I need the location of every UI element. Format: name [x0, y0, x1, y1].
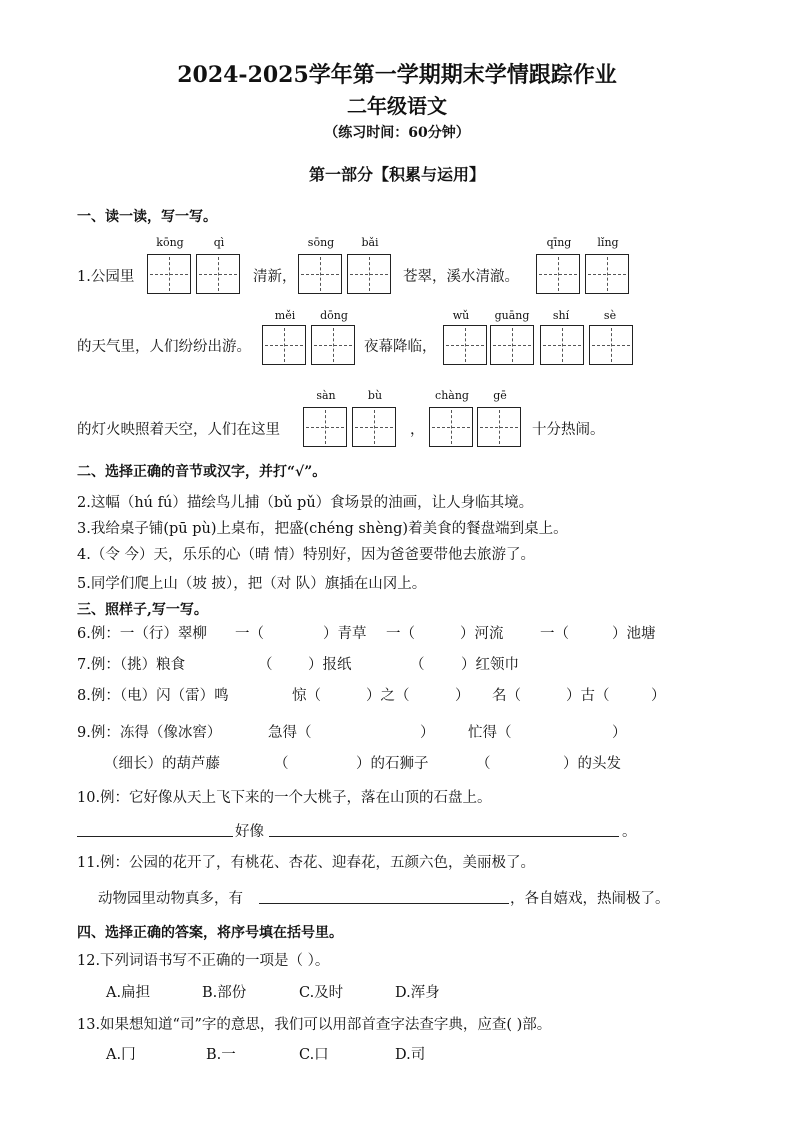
pinyin-guang: guāng [494, 309, 530, 322]
q12-option-d: D.浑身 [395, 985, 440, 1001]
q9b-c: ）的石狮子 [356, 756, 429, 772]
part-title: 第一部分【积累与运用】 [308, 165, 485, 184]
question-3: 3.我给桌子铺(pū pù)上桌布，把盛(chéng shèng)着美食的餐盘端到桌上。 [77, 521, 568, 537]
q8-f: ）古（ [566, 688, 610, 704]
q9-b: 急得（ [268, 725, 312, 741]
q12-option-a: A.扁担 [106, 985, 151, 1001]
q11-example: 11.例：公园的花开了，有桃花、杏花、迎春花，五颜六色，美丽极了。 [77, 855, 536, 871]
q9-c: ） [420, 725, 435, 741]
writing-grid-box[interactable] [477, 407, 521, 447]
pinyin-dong: dōng [320, 309, 348, 322]
q6-c: ）青草 [323, 626, 367, 642]
question-5: 5.同学们爬上山（坡 披），把（对 队）旗插在山冈上。 [77, 576, 427, 592]
section-4-heading: 四、选择正确的答案，将序号填在括号里。 [77, 925, 343, 941]
pinyin-san: sàn [316, 389, 336, 402]
q8-c: ）之（ [366, 688, 410, 704]
q6-d: 一（ [386, 626, 415, 642]
q10-example: 10.例：它好像从天上飞下来的一个大桃子，落在山顶的石盘上。 [77, 790, 492, 806]
document-title: 2024-2025学年第一学期期末学情跟踪作业 [177, 62, 617, 88]
answer-blank[interactable] [269, 836, 619, 837]
q8-b: 惊（ [292, 688, 321, 704]
writing-grid-box[interactable] [443, 325, 487, 365]
question-4: 4.（令 今）天，乐乐的心（晴 情）特别好，因为爸爸要带他去旅游了。 [77, 547, 536, 563]
q6-example: 6.例：一（行）翠柳 [77, 626, 207, 642]
q9b-e: ）的头发 [563, 756, 621, 772]
pinyin-ling: lǐng [597, 236, 619, 249]
q9b-example: （细长）的葫芦藤 [104, 756, 220, 772]
writing-grid-box[interactable] [536, 254, 580, 294]
writing-grid-box[interactable] [262, 325, 306, 365]
writing-grid-box[interactable] [147, 254, 191, 294]
q8-d: ） [455, 688, 470, 704]
q7-example: 7.例：（挑）粮食 [77, 657, 186, 673]
section-2-heading: 二、选择正确的音节或汉字，并打“√”。 [77, 464, 327, 480]
q1-text-e: 夜幕降临， [364, 339, 437, 355]
q6-b: 一（ [235, 626, 264, 642]
q9-d: 忙得（ [468, 725, 512, 741]
q7-d: （ [410, 657, 425, 673]
q11-c: ，各自嬉戏，热闹极了。 [510, 891, 670, 907]
pinyin-ge: gē [493, 389, 507, 402]
pinyin-bu: bù [367, 389, 383, 402]
q6-f: 一（ [540, 626, 569, 642]
section-1-heading: 一、读一读，写一写。 [77, 209, 217, 225]
question-2: 2.这幅（hú fú）描绘鸟儿捕（bǔ pǔ）食场景的油画，让人身临其境。 [77, 495, 534, 511]
writing-grid-box[interactable] [347, 254, 391, 294]
question-13: 13.如果想知道“司”字的意思，我们可以用部首查字法查字典，应查( )部。 [77, 1017, 552, 1033]
writing-grid-box[interactable] [429, 407, 473, 447]
pinyin-chang: chàng [435, 389, 469, 402]
writing-grid-box[interactable] [490, 325, 534, 365]
q8-g: ） [651, 688, 666, 704]
writing-grid-box[interactable] [589, 325, 633, 365]
q9b-b: （ [274, 756, 289, 772]
q1-text-b: 清新， [253, 269, 297, 285]
q1-text-h: 十分热闹。 [532, 422, 605, 438]
answer-blank[interactable] [77, 836, 233, 837]
q13-option-b: B.一 [206, 1047, 236, 1063]
writing-grid-box[interactable] [352, 407, 396, 447]
pinyin-qing: qīng [546, 236, 572, 249]
section-3-heading: 三、照样子,写一写。 [77, 602, 208, 618]
q7-e: ）红领巾 [461, 657, 519, 673]
q10-b: 好像 [235, 824, 264, 840]
q8-example: 8.例：（电）闪（雷）鸣 [77, 688, 229, 704]
q13-option-c: C.口 [299, 1047, 329, 1063]
q7-b: （ [258, 657, 273, 673]
q10-c: 。 [622, 824, 637, 840]
q13-option-d: D.司 [395, 1047, 426, 1063]
pinyin-wu: wǔ [452, 309, 470, 322]
q9-e: ） [612, 725, 627, 741]
writing-grid-box[interactable] [303, 407, 347, 447]
q1-text-c: 苍翠，溪水清澈。 [403, 269, 519, 285]
pinyin-shi: shí [552, 309, 570, 322]
q7-c: ）报纸 [308, 657, 352, 673]
answer-blank[interactable] [259, 903, 509, 904]
pinyin-kong: kōng [156, 236, 184, 249]
pinyin-se: sè [603, 309, 617, 322]
pinyin-song: sōng [307, 236, 335, 249]
q6-g: ）池塘 [612, 626, 656, 642]
q13-option-a: A.冂 [106, 1047, 136, 1063]
document-subtitle: 二年级语文 [347, 94, 447, 118]
q6-e: ）河流 [460, 626, 504, 642]
q8-e: 名（ [492, 688, 521, 704]
q9b-d: （ [476, 756, 491, 772]
pinyin-qi: qì [213, 236, 225, 249]
q11-b: 动物园里动物真多，有 [98, 891, 243, 907]
writing-grid-box[interactable] [298, 254, 342, 294]
question-12: 12.下列词语书写不正确的一项是（ ）。 [77, 953, 330, 969]
q1-text-a: 1.公园里 [77, 269, 135, 285]
q1-text-f: 的灯火映照着天空，人们在这里 [77, 422, 280, 438]
writing-grid-box[interactable] [196, 254, 240, 294]
q12-option-c: C.及时 [299, 985, 344, 1001]
q12-option-b: B.部份 [202, 985, 247, 1001]
pinyin-bai: bǎi [361, 236, 379, 249]
q1-text-g: ， [410, 422, 425, 438]
time-note: （练习时间：60分钟） [324, 125, 470, 141]
writing-grid-box[interactable] [540, 325, 584, 365]
writing-grid-box[interactable] [311, 325, 355, 365]
q9-example: 9.例：冻得（像冰窖） [77, 725, 222, 741]
writing-grid-box[interactable] [585, 254, 629, 294]
q1-text-d: 的天气里，人们纷纷出游。 [77, 339, 251, 355]
pinyin-mei: měi [274, 309, 296, 322]
